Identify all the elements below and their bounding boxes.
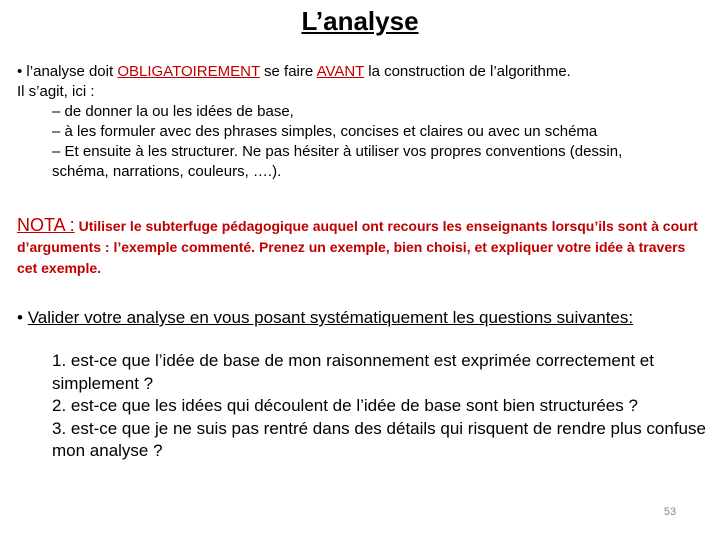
intro-line-2: Il s’agit, ici : xyxy=(17,83,95,100)
intro-item: – Et ensuite à les structurer. Ne pas hésiter à utiliser vos propres conventions (dessin, xyxy=(52,143,623,160)
intro-text-1: l’analyse doit xyxy=(22,63,118,80)
question-item: 3. est-ce que je ne suis pas rentré dans des détails qui risquent de rendre plus confuse mon analyse ? xyxy=(52,418,706,460)
nota-label: NOTA : xyxy=(17,215,75,235)
validate-text: Valider votre analyse en vous posant systématiquement les questions suivantes: xyxy=(27,308,634,327)
intro-text-2: se faire xyxy=(259,63,317,80)
intro-item: – de donner la ou les idées de base, xyxy=(52,103,294,120)
page-number: 53 xyxy=(663,506,677,518)
intro-line-1 xyxy=(17,62,707,82)
bullet: • xyxy=(17,63,23,80)
question-item: 1. est-ce que l’idée de base de mon raisonnement est exprimée correctement et simplement ? xyxy=(52,351,654,393)
bullet: • xyxy=(17,308,28,327)
emphasis-avant: AVANT xyxy=(316,63,365,80)
nota-text: Utiliser le subterfuge pédagogique auquel ont recours les enseignants lorsqu’ils sont à court d’arguments : l’exemple commenté. Prenez un exemple, bien choisi, et expliquer votre idée à travers cet exemple. xyxy=(17,218,698,276)
intro-item: – à les formuler avec des phrases simples, concises et claires ou avec un schéma xyxy=(52,123,598,140)
nota-paragraph xyxy=(17,215,707,279)
slide-title: L’analyse xyxy=(301,6,419,36)
validate-paragraph xyxy=(17,306,717,330)
intro-item: schéma, narrations, couleurs, ….). xyxy=(52,163,282,180)
intro-text-3: la construction de l’algorithme. xyxy=(364,63,571,80)
emphasis-obligatoirement: OBLIGATOIREMENT xyxy=(117,63,260,80)
question-item: 2. est-ce que les idées qui découlent de l’idée de base sont bien structurées ? xyxy=(52,396,638,415)
questions-list xyxy=(52,350,712,463)
intro-paragraph xyxy=(17,62,707,182)
